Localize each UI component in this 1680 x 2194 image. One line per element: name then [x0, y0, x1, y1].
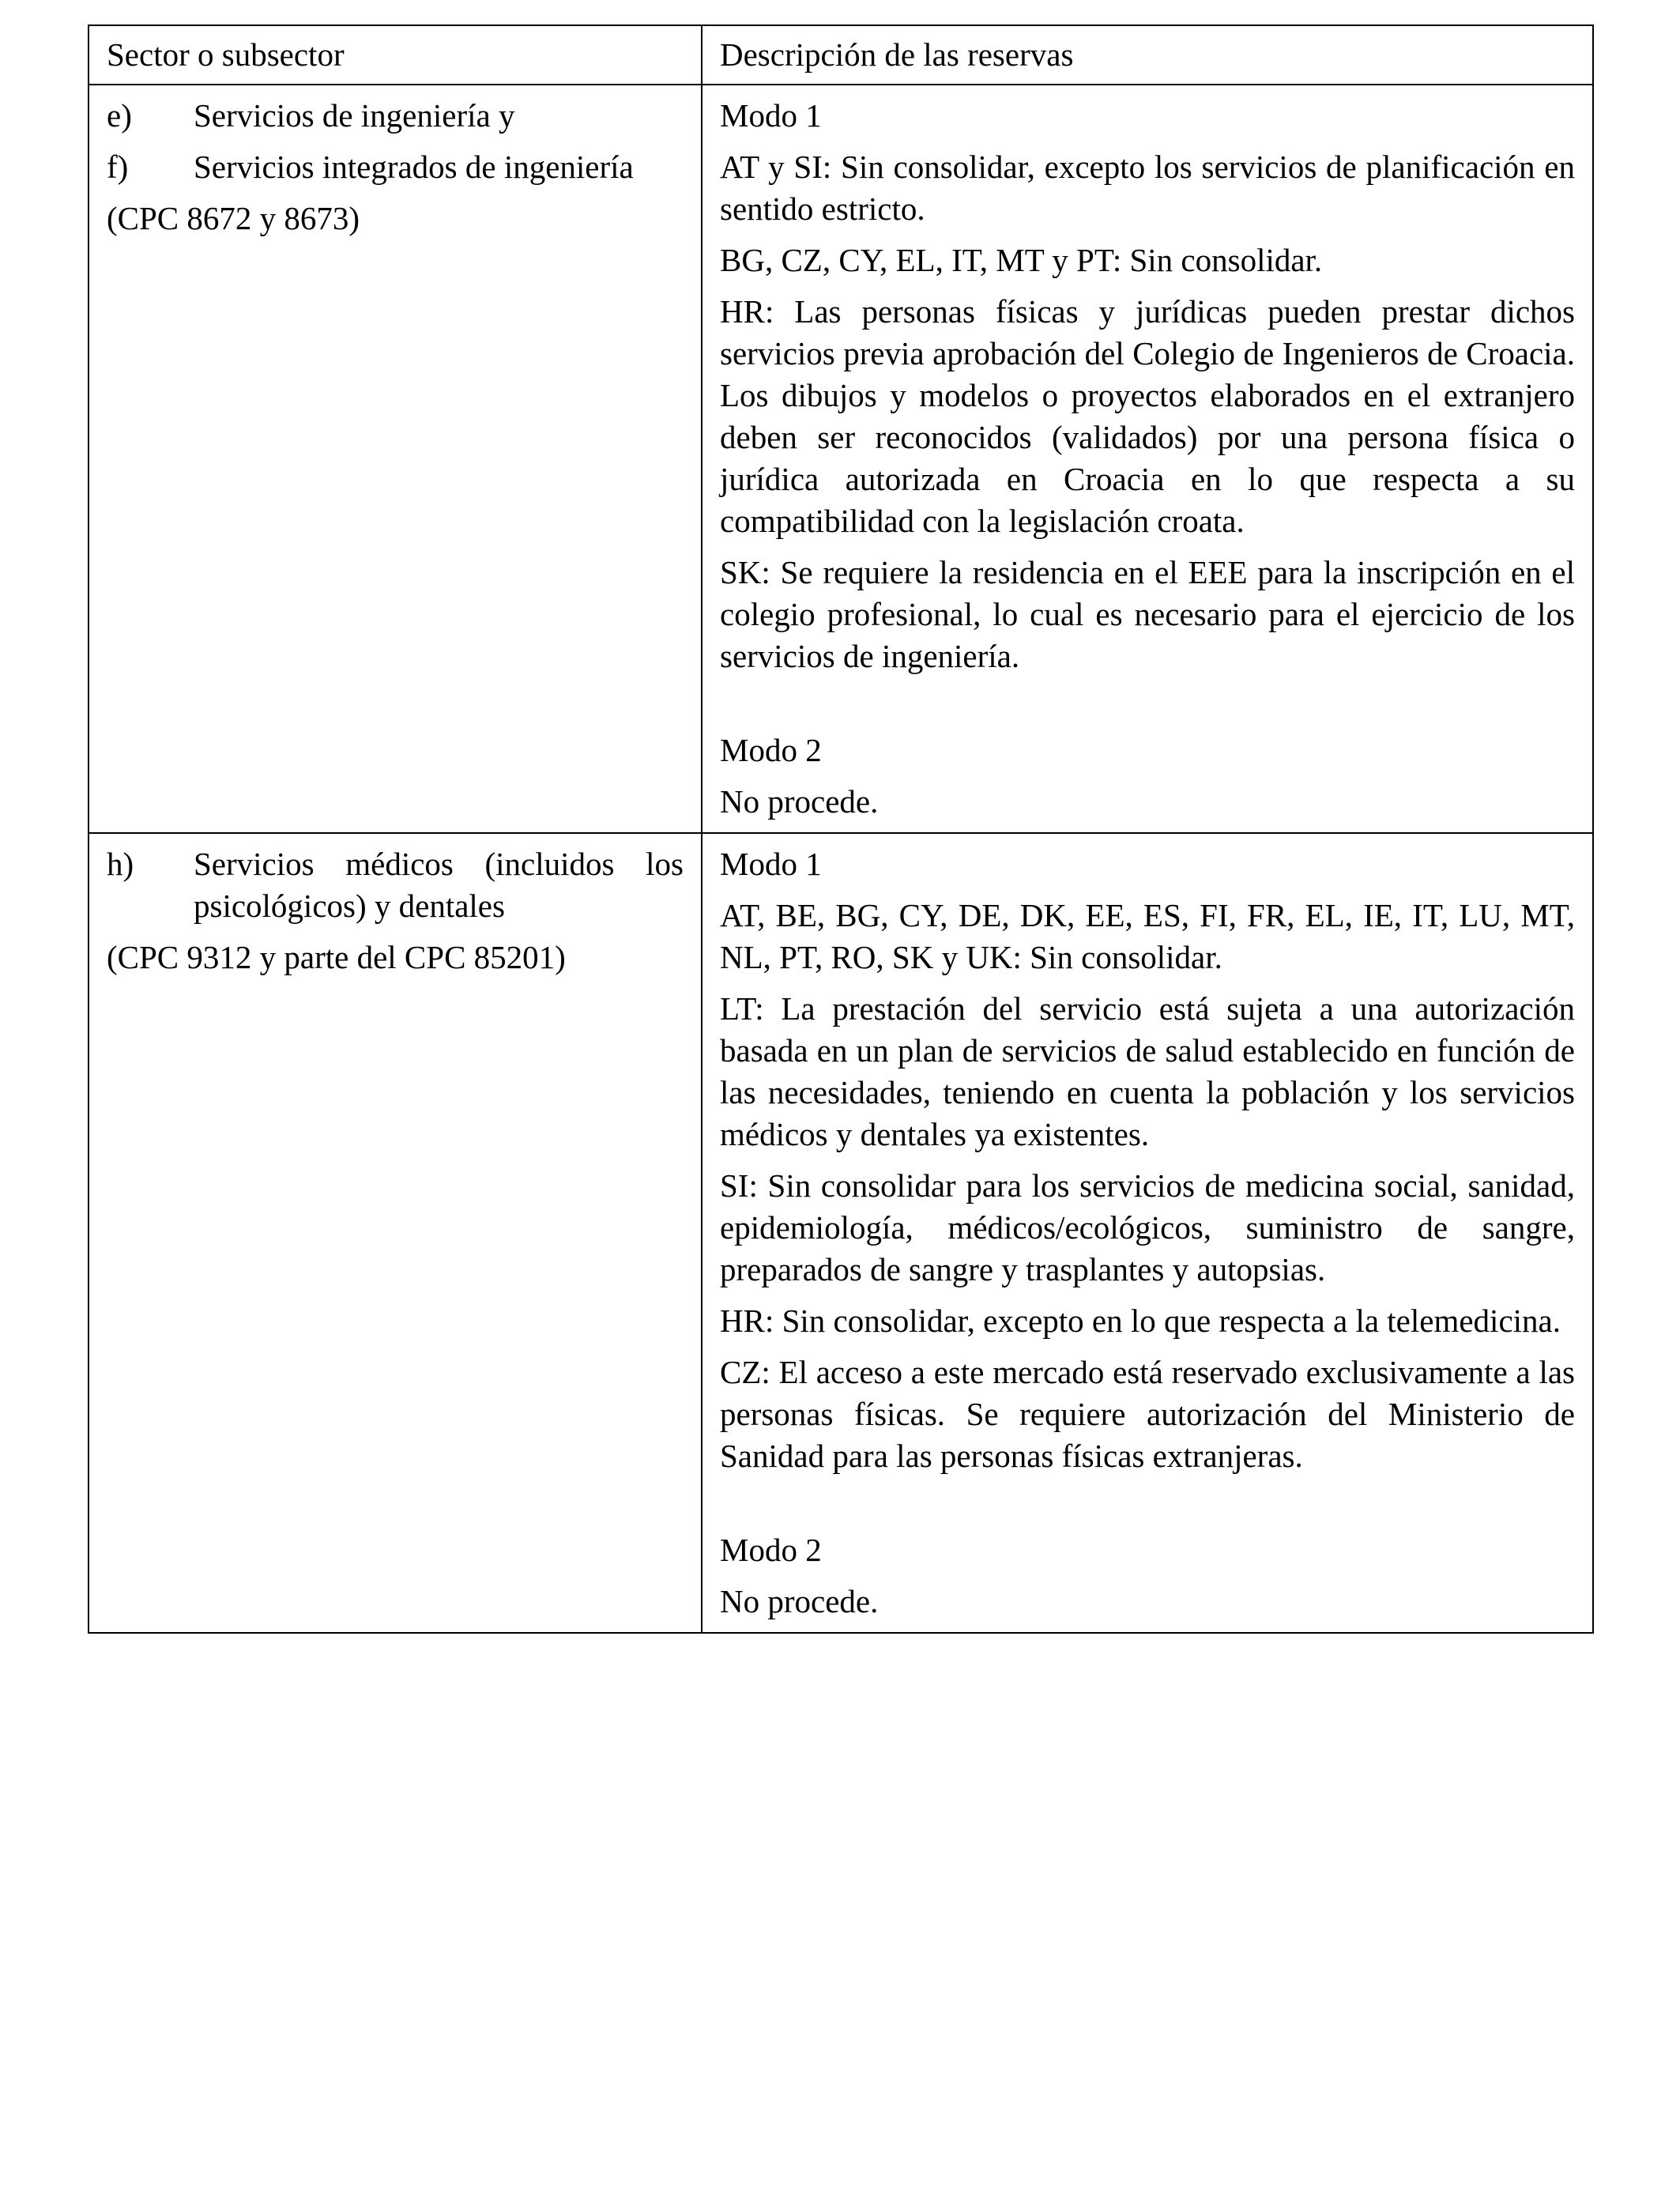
sector-item: [107, 146, 684, 188]
spacer: [720, 1487, 1575, 1529]
sector-item: [107, 95, 684, 137]
header-sector: Sector o subsector: [89, 25, 702, 85]
mode-2-label: Modo 2: [720, 732, 822, 768]
sector-item-letter: f): [107, 149, 129, 185]
sector-item-letter: h): [107, 846, 134, 882]
reservation-paragraph: AT y SI: Sin consolidar, excepto los servicios de planificación en sentido estricto.: [720, 149, 1575, 227]
mode-1-label: Modo 1: [720, 97, 822, 134]
sector-item-letter: e): [107, 97, 132, 134]
reservations-table-container: [88, 25, 1592, 1634]
sector-item-text: Servicios integrados de ingeniería: [194, 149, 634, 185]
reservation-paragraph: HR: Sin consolidar, excepto en lo que respecta a la telemedicina.: [720, 1302, 1561, 1339]
table-header-row: [89, 25, 1593, 85]
table-row: [89, 85, 1593, 833]
sector-cell: [89, 833, 702, 1633]
sector-cpc: (CPC 8672 y 8673): [107, 200, 360, 236]
sector-item-text: Servicios médicos (incluidos los psicológicos) y dentales: [194, 846, 684, 924]
header-description: Descripción de las reservas: [702, 25, 1593, 85]
mode-2-text: No procede.: [720, 783, 879, 820]
description-cell: [702, 85, 1593, 833]
spacer: [720, 687, 1575, 729]
reservations-table: [88, 25, 1594, 1634]
reservation-paragraph: HR: Las personas físicas y jurídicas pueden prestar dichos servicios previa aprobación del Colegio de Ingenieros de Croacia. Los dibujos y modelos o proyectos elaborados en el extranjero deben ser reconocidos (validados) por una persona física o jurídica autorizada en Croacia en lo que respecta a su compatibilidad con la legislación croata.: [720, 293, 1575, 539]
mode-2-label: Modo 2: [720, 1532, 822, 1568]
sector-item-text: Servicios de ingeniería y: [194, 97, 515, 134]
mode-2-text: No procede.: [720, 1583, 879, 1619]
sector-item: [107, 843, 684, 927]
reservation-paragraph: CZ: El acceso a este mercado está reservado exclusivamente a las personas físicas. Se requiere autorización del Ministerio de Sanidad para las personas físicas extranjeras.: [720, 1354, 1575, 1474]
sector-cell: [89, 85, 702, 833]
reservation-paragraph: BG, CZ, CY, EL, IT, MT y PT: Sin consolidar.: [720, 242, 1323, 278]
reservation-paragraph: LT: La prestación del servicio está sujeta a una autorización basada en un plan de servicios de salud establecido en función de las necesidades, teniendo en cuenta la población y los servicios médicos y dentales ya existentes.: [720, 990, 1575, 1152]
reservation-paragraph: AT, BE, BG, CY, DE, DK, EE, ES, FI, FR, EL, IE, IT, LU, MT, NL, PT, RO, SK y UK: Sin consolidar.: [720, 897, 1575, 975]
reservation-paragraph: SI: Sin consolidar para los servicios de medicina social, sanidad, epidemiología, médicos/ecológicos, suministro de sangre, preparados de sangre y trasplantes y autopsias.: [720, 1167, 1575, 1287]
description-cell: [702, 833, 1593, 1633]
sector-cpc: (CPC 9312 y parte del CPC 85201): [107, 939, 566, 975]
table-row: [89, 833, 1593, 1633]
mode-1-label: Modo 1: [720, 846, 822, 882]
reservation-paragraph: SK: Se requiere la residencia en el EEE para la inscripción en el colegio profesional, lo cual es necesario para el ejercicio de los servicios de ingeniería.: [720, 554, 1575, 674]
